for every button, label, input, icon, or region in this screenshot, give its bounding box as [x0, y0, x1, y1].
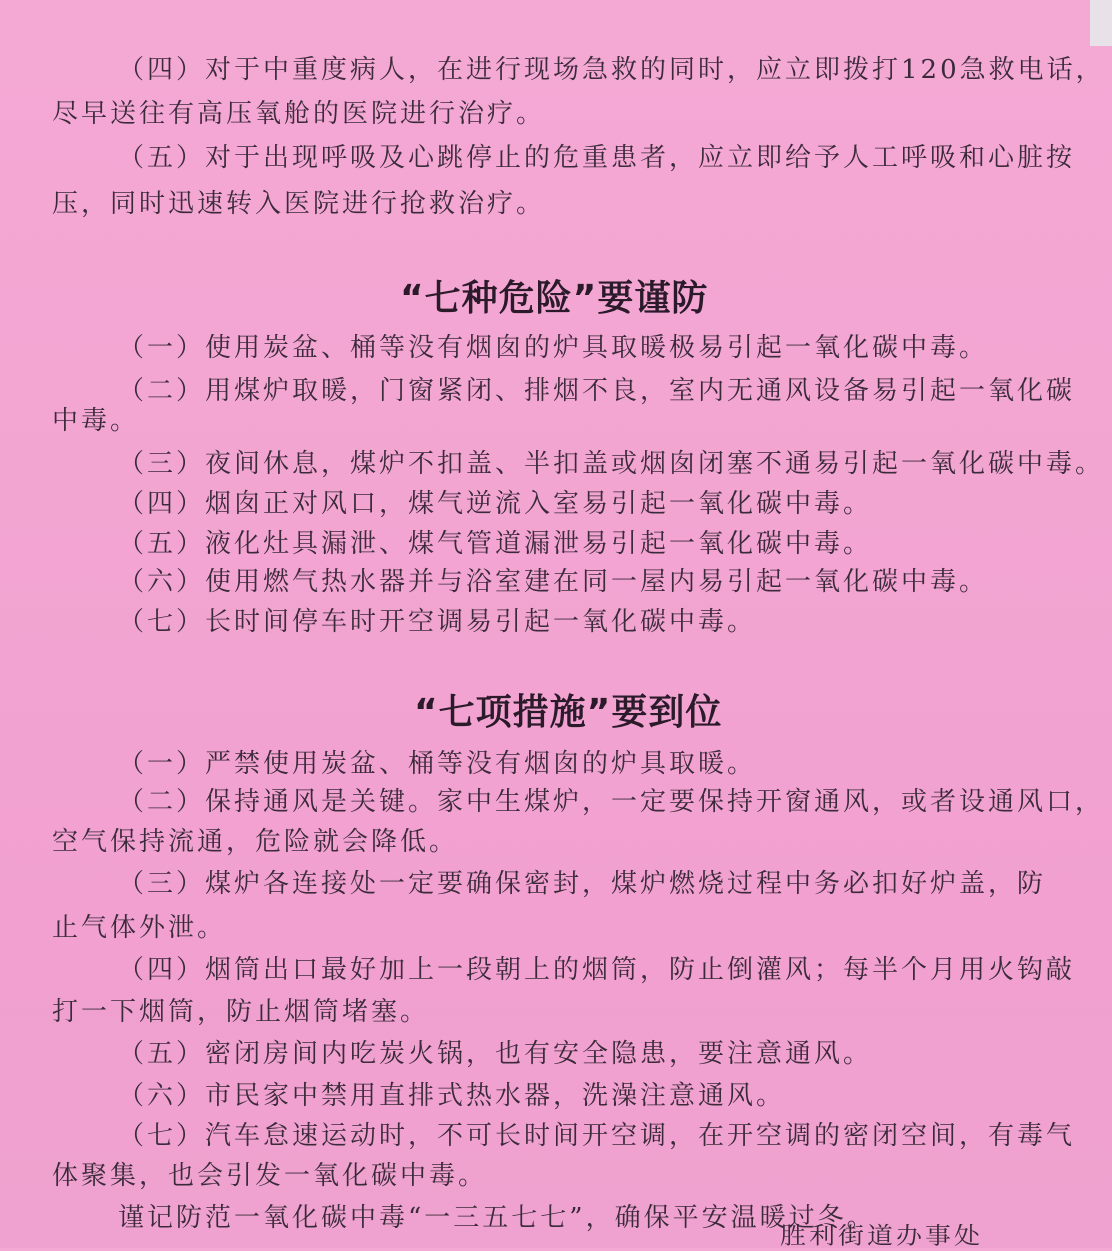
- danger-item-1: （一）使用炭盆、桶等没有烟囱的炉具取暖极易引起一氧化碳中毒。: [118, 333, 989, 363]
- danger-item-4: （四）烟囱正对风口，煤气逆流入室易引起一氧化碳中毒。: [118, 489, 873, 519]
- measure-item-4-cont: 打一下烟筒，防止烟筒堵塞。: [52, 997, 430, 1027]
- measure-item-1: （一）严禁使用炭盆、桶等没有烟囱的炉具取暖。: [118, 749, 757, 779]
- measure-item-5: （五）密闭房间内吃炭火锅，也有安全隐患，要注意通风。: [118, 1039, 873, 1069]
- signature: 胜利街道办事处: [780, 1222, 984, 1250]
- measure-item-3-cont: 止气体外泄。: [52, 913, 227, 943]
- measure-item-6: （六）市民家中禁用直排式热水器，洗澡注意通风。: [118, 1081, 786, 1111]
- danger-item-5: （五）液化灶具漏泄、煤气管道漏泄易引起一氧化碳中毒。: [118, 529, 873, 559]
- line-5-treatment: （五）对于出现呼吸及心跳停止的危重患者，应立即给予人工呼吸和心脏按: [118, 143, 1076, 173]
- section-title-seven-dangers: “七种危险”要谨防: [400, 278, 709, 319]
- danger-item-3: （三）夜间休息，煤炉不扣盖、半扣盖或烟囱闭塞不通易引起一氧化碳中毒。: [118, 449, 1105, 479]
- danger-item-2: （二）用煤炉取暖，门窗紧闭、排烟不良，室内无通风设备易引起一氧化碳: [118, 376, 1076, 406]
- measure-item-4: （四）烟筒出口最好加上一段朝上的烟筒，防止倒灌风；每半个月用火钩敲: [118, 955, 1076, 985]
- measure-item-7: （七）汽车怠速运动时，不可长时间开空调，在开空调的密闭空间，有毒气: [118, 1121, 1076, 1151]
- line-4-treatment: （四）对于中重度病人，在进行现场急救的同时，应立即拨打120急救电话，: [118, 55, 1105, 85]
- danger-item-6: （六）使用燃气热水器并与浴室建在同一屋内易引起一氧化碳中毒。: [118, 567, 989, 597]
- closing-line: 谨记防范一氧化碳中毒“一三五七七”，确保平安温暖过冬。: [118, 1203, 876, 1233]
- line-4-treatment-cont: 尽早送往有高压氧舱的医院进行治疗。: [52, 99, 546, 129]
- measure-item-2-cont: 空气保持流通，危险就会降低。: [52, 827, 459, 857]
- measure-item-7-cont: 体聚集，也会引发一氧化碳中毒。: [52, 1161, 488, 1191]
- measure-item-2: （二）保持通风是关键。家中生煤炉，一定要保持开窗通风，或者设通风口，: [118, 787, 1105, 817]
- measure-item-3: （三）煤炉各连接处一定要确保密封，煤炉燃烧过程中务必扣好炉盖，防: [118, 869, 1047, 899]
- danger-item-2-cont: 中毒。: [52, 406, 140, 436]
- danger-item-7: （七）长时间停车时开空调易引起一氧化碳中毒。: [118, 607, 757, 637]
- line-5-treatment-cont: 压，同时迅速转入医院进行抢救治疗。: [52, 189, 546, 219]
- paper-corner: [1090, 0, 1112, 46]
- section-title-seven-measures: “七项措施”要到位: [414, 692, 723, 733]
